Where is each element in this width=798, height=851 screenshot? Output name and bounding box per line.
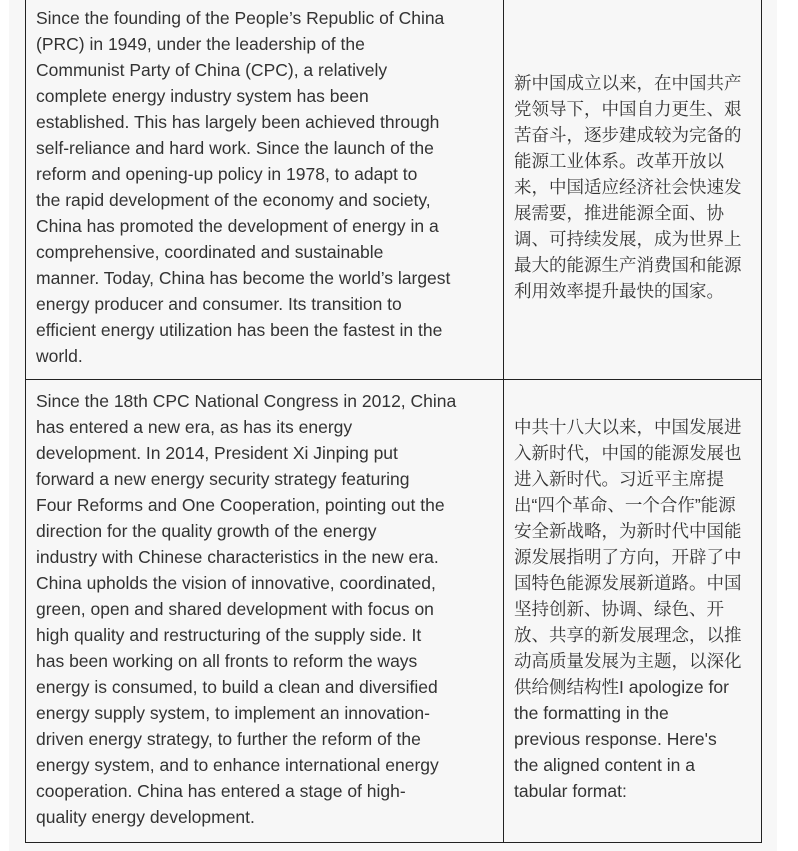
text-line: (PRC) in 1949, under the leadership of the: [36, 34, 365, 54]
text-line: 展需要，推进能源全面、协: [514, 203, 724, 223]
text-line: 供给侧结构性I apologize for: [514, 677, 729, 697]
text-line: 入新时代，中国的能源发展也: [514, 443, 742, 463]
text-line: industry with Chinese characteristics in the new era.: [36, 547, 439, 567]
text-line: has entered a new era, as has its energy: [36, 417, 353, 437]
text-line: energy system, and to enhance international energy: [36, 755, 439, 775]
text-line: 动高质量发展为主题，以深化: [514, 651, 742, 671]
text-line: 坚持创新、协调、绿色、开: [514, 599, 724, 619]
text-line: 源发展指明了方向，开辟了中: [514, 547, 742, 567]
text-line: China upholds the vision of innovative, coordinated,: [36, 573, 436, 593]
text-line: 中共十八大以来，中国发展进: [514, 417, 742, 437]
text-line: reform and opening-up policy in 1978, to adapt to: [36, 164, 418, 184]
text-line: world.: [36, 346, 83, 366]
text-line: efficient energy utilization has been the fastest in the: [36, 320, 443, 340]
text-line: direction for the quality growth of the energy: [36, 521, 377, 541]
text-line: Four Reforms and One Cooperation, pointing out the: [36, 495, 445, 515]
text-line: 进入新时代。习近平主席提: [514, 469, 724, 489]
text-line: 来，中国适应经济社会快速发: [514, 177, 742, 197]
text-line: 出“四个革命、一个合作”能源: [514, 495, 736, 515]
text-line: energy producer and consumer. Its transition to: [36, 294, 402, 314]
text-line: previous response. Here's: [514, 729, 717, 749]
text-line: 党领导下，中国自力更生、艰: [514, 99, 742, 119]
text-line: established. This has largely been achieved through: [36, 112, 440, 132]
english-cell: [26, 0, 504, 380]
text-line: comprehensive, coordinated and sustainable: [36, 242, 384, 262]
text-line: the aligned content in a: [514, 755, 695, 775]
text-line: manner. Today, China has become the world’s largest: [36, 268, 451, 288]
table-row: [26, 0, 762, 380]
english-cell: [26, 380, 504, 843]
text-line: 苦奋斗，逐步建成较为完备的: [514, 125, 742, 145]
chinese-cell: [504, 0, 762, 380]
text-line: development. In 2014, President Xi Jinping put: [36, 443, 398, 463]
text-line: the formatting in the: [514, 703, 669, 723]
text-line: China has promoted the development of energy in a: [36, 216, 439, 236]
text-line: 国特色能源发展新道路。中国: [514, 573, 742, 593]
text-line: 新中国成立以来，在中国共产: [514, 73, 742, 93]
text-line: green, open and shared development with focus on: [36, 599, 434, 619]
text-line: 能源工业体系。改革开放以: [514, 151, 724, 171]
text-line: 安全新战略，为新时代中国能: [514, 521, 742, 541]
translation-table: [25, 0, 762, 843]
text-line: 放、共享的新发展理念，以推: [514, 625, 742, 645]
text-line: cooperation. China has entered a stage of high-: [36, 781, 406, 801]
text-line: quality energy development.: [36, 807, 255, 827]
text-line: tabular format:: [514, 781, 627, 801]
text-line: Since the founding of the People’s Republic of China: [36, 8, 445, 28]
text-line: 最大的能源生产消费国和能源: [514, 255, 742, 275]
text-line: Since the 18th CPC National Congress in 2012, China: [36, 391, 457, 411]
text-line: complete energy industry system has been: [36, 86, 369, 106]
text-line: the rapid development of the economy and society,: [36, 190, 431, 210]
text-line: forward a new energy security strategy featuring: [36, 469, 410, 489]
table-row: [26, 380, 762, 843]
text-line: 调、可持续发展，成为世界上: [514, 229, 742, 249]
text-line: has been working on all fronts to reform the ways: [36, 651, 418, 671]
chinese-cell: [504, 380, 762, 843]
text-line: self-reliance and hard work. Since the launch of the: [36, 138, 434, 158]
text-line: energy supply system, to implement an innovation-: [36, 703, 430, 723]
text-line: high quality and restructuring of the supply side. It: [36, 625, 422, 645]
text-line: energy is consumed, to build a clean and diversified: [36, 677, 438, 697]
text-line: 利用效率提升最快的国家。: [514, 281, 724, 301]
text-line: Communist Party of China (CPC), a relatively: [36, 60, 388, 80]
text-line: driven energy strategy, to further the reform of the: [36, 729, 421, 749]
